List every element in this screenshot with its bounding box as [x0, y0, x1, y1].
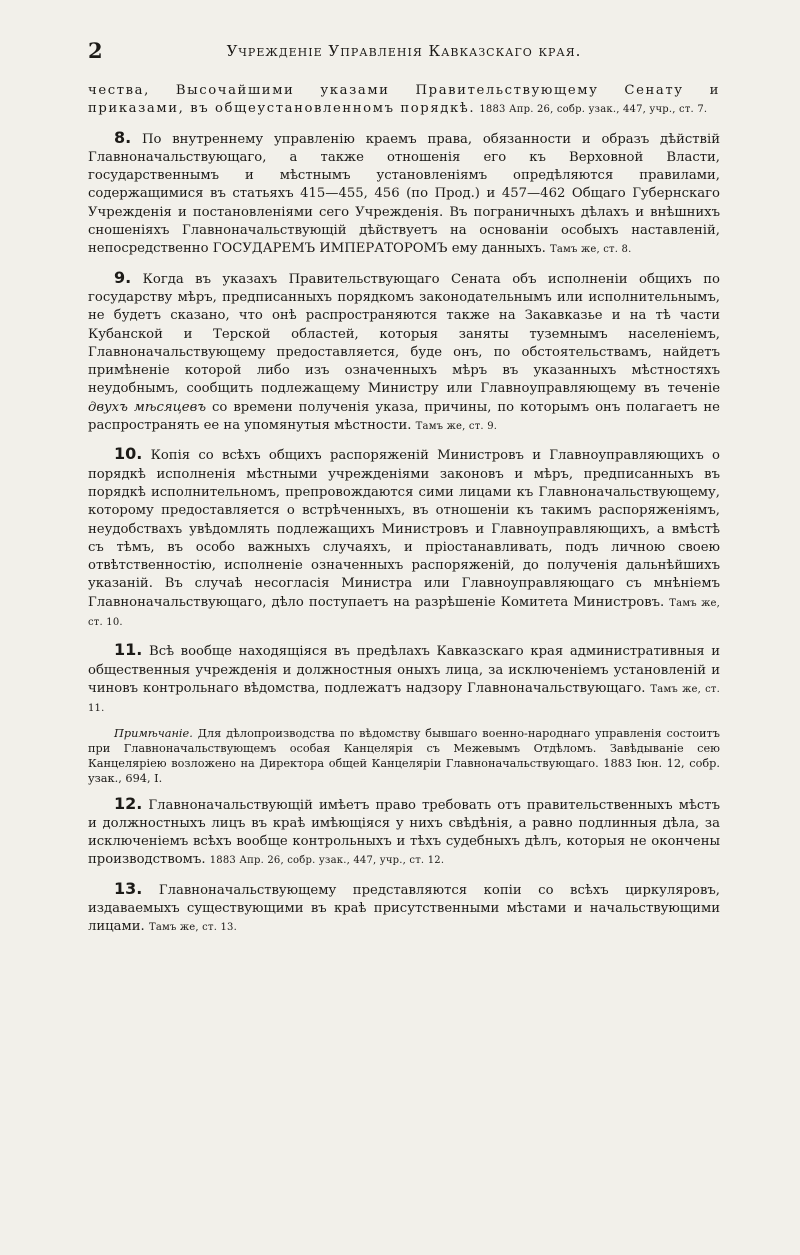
paragraph-text: Копія со всѣхъ общихъ распоряженій Министровъ и Главноуправляющихъ о порядкѣ исполненія мѣстными учрежденіями законовъ и мѣръ, предписанныхъ въ порядкѣ исполнительномъ, препровождаются сими лицами къ Главноначальствующему, которому предоставляется о встрѣченныхъ, въ отношеніи къ такимъ распоряженіямъ, неудобствахъ увѣдомлять подлежащихъ Министровъ и Главноуправляющихъ, а вмѣстѣ съ тѣмъ, въ особо важныхъ случаяхъ, и пріостанавливать, подъ личною своею отвѣтственностію, исполненіе означенныхъ распоряженій, до полученія дальнѣйшихъ указаній. Въ случаѣ несогласія Министра или Главноуправляющаго съ мнѣніемъ Главноначальствующаго, дѣло поступаетъ на разрѣшеніе Комитета Министровъ.	[88, 448, 720, 610]
running-title: Учрежденіе Управленія Кавказскаго края.	[226, 42, 582, 60]
paragraph-text: По внутреннему управленію краемъ права, обязанности и образъ дѣйствій Главноначальствующаго, а также отношенія его къ Верховной Власти, государственнымъ и мѣстнымъ установленіямъ опредѣляются правилами, содержащимися въ статьяхъ 415—455, 456 (по Прод.) и 457—462 Общаго Губернскаго Учрежденія и постановленіями сего Учрежденія. Въ пограничныхъ дѣлахъ и внѣшнихъ сношеніяхъ Главноначальствующій дѣйствуетъ на основаніи особыхъ наставленій, непосредственно ГОСУДАРЕМЪ ИМПЕРАТОРОМЪ ему данныхъ.	[88, 131, 720, 257]
paragraph-text: Главноначальствующій имѣетъ право требовать отъ правительственныхъ мѣстъ и должностныхъ лицъ въ краѣ имѣющіяся у нихъ свѣдѣнія, а равно подлинныя дѣла, за исключеніемъ всѣхъ вообще контрольныхъ и тѣхъ судебныхъ дѣлъ, которыя не окончены производствомъ.	[88, 797, 720, 868]
source-citation: Тамъ же, ст. 11.	[88, 683, 721, 715]
body-text	[88, 82, 720, 947]
article-number: 12.	[114, 793, 143, 813]
article-11	[88, 641, 720, 718]
note-heading: Примѣчаніе.	[114, 726, 193, 740]
paragraph-text: чества, Высочайшими указами Правительствующему Сенату и приказами, въ общеустановленномъ порядкѣ.	[88, 83, 720, 117]
paragraph-7-end	[88, 82, 720, 120]
note-text: Для дѣлопроизводства по вѣдомству бывшаго военно-народнаго управленія состоитъ при Главноначальствующемъ особая Канцелярія съ Межевымъ Отдѣломъ. Завѣдываніе сею Канцеляріею возложено на Директора общей Канцеляріи Главноначальствующаго.	[88, 726, 720, 770]
paragraph-text: Главноначальствующему представляются копіи со всѣхъ циркуляровъ, издаваемыхъ существующими въ краѣ присутственными мѣстами и начальствующими лицами.	[88, 882, 720, 935]
note-source: 1883 Іюн. 12, собр. узак., 694, I.	[88, 756, 720, 785]
emphasized-term: двухъ мѣсяцевъ	[88, 399, 207, 415]
article-number: 11.	[114, 640, 143, 660]
article-8	[88, 129, 720, 260]
article-9	[88, 269, 720, 437]
page-number: 2	[88, 38, 103, 63]
article-number: 9.	[114, 267, 132, 287]
paragraph-text: Всѣ вообще находящіяся въ предѣлахъ Кавказскаго края административныя и общественныя учрежденія и должностныя оныхъ лица, за исключеніемъ установленій и чиновъ контрольнаго вѣдомства, подлежатъ надзору Главноначальствующаго.	[88, 644, 720, 696]
article-number: 13.	[114, 878, 143, 898]
article-12	[88, 795, 720, 871]
article-11-note	[88, 726, 720, 786]
source-citation: Тамъ же, ст. 10.	[88, 597, 720, 629]
source-citation: 1883 Апр. 26, собр. узак., 447, учр., ст. 7.	[479, 104, 708, 116]
source-citation: Тамъ же, ст. 8.	[550, 244, 632, 256]
article-13	[88, 880, 720, 938]
article-number: 10.	[114, 444, 143, 464]
source-citation: 1883 Апр. 26, собр. узак., 447, учр., ст. 12.	[209, 855, 445, 867]
article-10	[88, 445, 720, 632]
paragraph-text: Когда въ указахъ Правительствующаго Сената объ исполненіи общихъ по государству мѣръ, предписанныхъ порядкомъ законодательнымъ или исполнительнымъ, не будетъ сказано, что онѣ распространяются также на Закавказье и на тѣ части Кубанской и Терской областей, которыя заняты туземнымъ населеніемъ, Главноначальствующему предоставляется, буде онъ, по обстоятельствамъ, найдетъ примѣненіе которой либо изъ означенныхъ мѣръ въ указанныхъ мѣстностяхъ неудобнымъ, сообщить подлежащему Министру или Главноуправляющему въ теченіе	[88, 271, 720, 397]
paragraph-text-continued: со времени полученія указа, причины, по которымъ онъ полагаетъ не распространять ее на упомянутыя мѣстности.	[88, 399, 720, 434]
source-citation: Тамъ же, ст. 13.	[148, 922, 237, 934]
page-header	[88, 38, 720, 66]
article-number: 8.	[114, 127, 132, 147]
source-citation: Тамъ же, ст. 9.	[415, 421, 498, 433]
